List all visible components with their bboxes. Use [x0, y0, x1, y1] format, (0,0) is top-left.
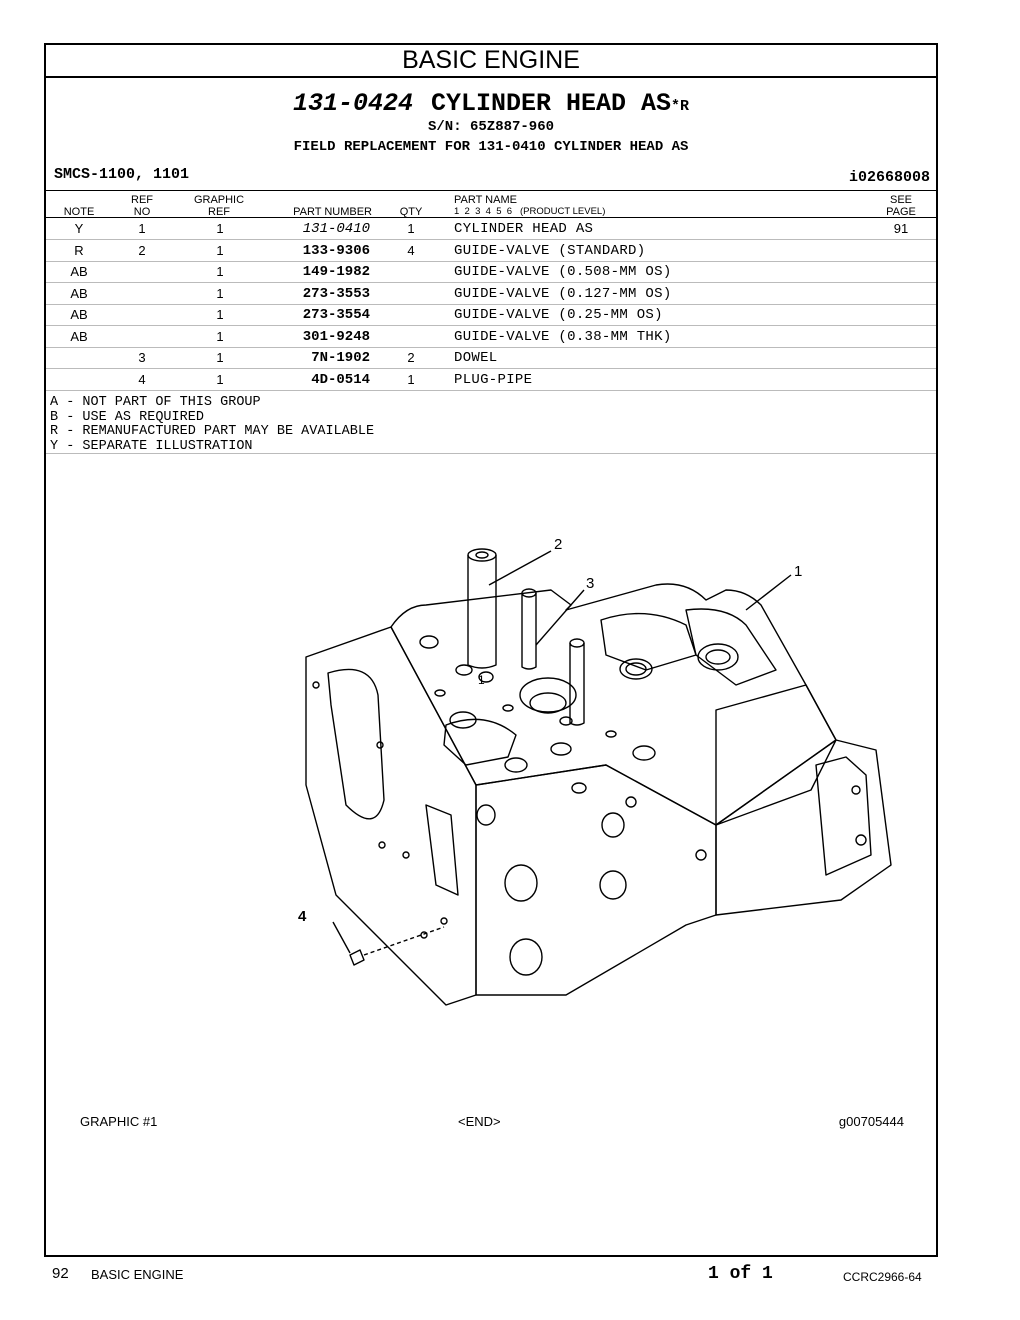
front-hole — [510, 939, 542, 975]
hole — [456, 665, 472, 675]
row-graphic-ref: 1 — [216, 242, 224, 258]
left-hole — [441, 918, 447, 924]
flange-hole — [856, 835, 866, 845]
row-part-number: 7N-1902 — [311, 350, 370, 366]
guide-valve-top — [468, 549, 496, 561]
row-part-number: 149-1982 — [302, 264, 370, 280]
section-title: BASIC ENGINE — [46, 45, 936, 78]
hole — [505, 758, 527, 772]
row-part-number: 301-9248 — [302, 328, 370, 345]
plug-pipe-part-4 — [350, 950, 364, 965]
hole — [626, 797, 636, 807]
doc-id: CCRC2966-64 — [843, 1270, 922, 1284]
row-part-number: 131-0410 — [302, 221, 370, 237]
part-title-name: CYLINDER HEAD AS — [430, 89, 672, 118]
col-ref-no-line2: NO — [133, 206, 151, 218]
callout-4: 4 — [298, 908, 307, 925]
left-small-port — [426, 805, 458, 895]
row-part-name: PLUG-PIPE — [454, 371, 533, 388]
cylinder-head-illustration — [46, 45, 936, 1105]
col-ref-no-line1: REF — [131, 194, 153, 206]
front-boss — [477, 805, 495, 825]
row-graphic-ref: 1 — [216, 264, 224, 279]
row-part-name: CYLINDER HEAD AS — [454, 221, 594, 237]
hole — [420, 636, 438, 648]
page-frame — [44, 43, 938, 1257]
row-part-name: GUIDE-VALVE (0.127-MM OS) — [454, 285, 672, 302]
page-of: 1 of 1 — [708, 1264, 773, 1284]
head-front-face — [476, 765, 716, 995]
row-ref-no: 4 — [138, 371, 146, 387]
row-part-number: 4D-0514 — [311, 371, 370, 388]
field-replacement-note: FIELD REPLACEMENT FOR 131-0410 CYLINDER HEAD AS — [293, 139, 689, 155]
guide-valve-bore — [476, 552, 488, 558]
footer-section: BASIC ENGINE — [91, 1267, 184, 1282]
front-hole — [602, 813, 624, 837]
row-qty: 4 — [407, 242, 415, 258]
row-graphic-ref: 1 — [216, 371, 224, 387]
hole — [633, 746, 655, 760]
col-part-number: PART NUMBER — [293, 206, 372, 218]
dowel-part-3b — [570, 643, 584, 725]
head-right-face — [716, 740, 891, 915]
leader-line-2 — [489, 551, 551, 585]
hole — [503, 705, 513, 711]
page-number: 92 — [52, 1265, 69, 1282]
dowel-top — [570, 639, 584, 647]
col-graphic-ref-line1: GRAPHIC — [193, 194, 245, 206]
leader-line-4 — [333, 922, 350, 953]
row-part-name: GUIDE-VALVE (0.25-MM OS) — [454, 307, 663, 323]
hole-inner — [706, 650, 730, 664]
row-see-page: 91 — [893, 221, 909, 236]
hole — [435, 690, 445, 696]
callout-2: 2 — [554, 536, 563, 553]
graphic-end: <END> — [458, 1114, 501, 1129]
info-number: i02668008 — [848, 169, 930, 186]
row-graphic-ref: 1 — [216, 285, 224, 301]
front-hole — [600, 871, 626, 899]
row-part-name: GUIDE-VALVE (STANDARD) — [454, 242, 646, 259]
col-part-name-line1: PART NAME — [454, 194, 517, 206]
hole — [572, 783, 586, 793]
hole — [698, 644, 738, 670]
col-qty: QTY — [399, 206, 423, 218]
row-ref-no: 2 — [138, 242, 146, 258]
leader-line-3 — [536, 590, 584, 645]
row-part-name: GUIDE-VALVE (0.508-MM OS) — [454, 264, 672, 280]
graphic-id: g00705444 — [838, 1114, 904, 1129]
row-part-name: DOWEL — [454, 350, 498, 366]
part-title-flag: *R — [671, 98, 690, 115]
row-graphic-ref: 1 — [216, 221, 224, 236]
callout-1-inner: 1 — [478, 673, 485, 687]
large-bore — [520, 678, 576, 712]
callout-1: 1 — [794, 563, 803, 580]
right-flange — [816, 757, 871, 875]
left-hole — [403, 852, 409, 858]
plug-dashed-line — [364, 927, 444, 955]
top-recess-1 — [601, 614, 696, 670]
row-qty: 2 — [407, 350, 415, 365]
dowel-part-3 — [522, 593, 536, 669]
note-y: Y - SEPARATE ILLUSTRATION — [50, 438, 253, 454]
row-graphic-ref: 1 — [216, 350, 224, 365]
note-b: B - USE AS REQUIRED — [50, 409, 204, 425]
serial-number: S/N: 65Z887-960 — [427, 119, 555, 135]
row-note: AB — [70, 328, 88, 344]
row-graphic-ref: 1 — [216, 307, 224, 322]
col-see-page-line1: SEE — [889, 194, 912, 206]
col-graphic-ref-line2: REF — [208, 206, 230, 218]
part-title-number: 131-0424 — [292, 89, 413, 118]
leader-line-1 — [746, 575, 791, 610]
row-note: Y — [74, 221, 84, 236]
large-bore-inner — [530, 693, 566, 713]
guide-valve-part-2 — [468, 555, 496, 668]
row-note: AB — [70, 285, 88, 301]
row-note: R — [74, 242, 84, 258]
left-hole — [379, 842, 385, 848]
note-r: R - REMANUFACTURED PART MAY BE AVAILABLE — [50, 424, 375, 440]
col-product-levels: 1 2 3 4 5 6 (PRODUCT LEVEL) — [454, 206, 606, 217]
flange-hole — [852, 786, 860, 794]
note-a: A - NOT PART OF THIS GROUP — [50, 395, 261, 410]
hole — [551, 743, 571, 755]
row-qty: 1 — [407, 221, 415, 236]
callout-3: 3 — [586, 575, 595, 592]
left-hole — [377, 742, 383, 748]
row-part-number: 273-3554 — [302, 307, 370, 323]
graphic-number: GRAPHIC #1 — [80, 1114, 158, 1129]
front-hole — [696, 850, 706, 860]
col-see-page-line2: PAGE — [886, 206, 916, 218]
right-block — [716, 685, 836, 825]
row-qty: 1 — [407, 371, 415, 387]
row-ref-no: 3 — [138, 350, 146, 365]
left-hole — [313, 682, 319, 688]
row-part-name: GUIDE-VALVE (0.38-MM THK) — [454, 328, 672, 345]
row-note: AB — [70, 307, 88, 322]
smcs-code: SMCS-1100, 1101 — [54, 166, 190, 183]
row-part-number: 133-9306 — [302, 242, 370, 259]
left-port — [328, 669, 384, 818]
head-top-face — [391, 584, 836, 825]
row-note: AB — [70, 264, 88, 279]
row-part-number: 273-3553 — [302, 285, 370, 302]
row-graphic-ref: 1 — [216, 328, 224, 344]
row-ref-no: 1 — [138, 221, 146, 236]
front-hole — [505, 865, 537, 901]
col-note: NOTE — [63, 206, 95, 218]
hole — [606, 731, 616, 737]
